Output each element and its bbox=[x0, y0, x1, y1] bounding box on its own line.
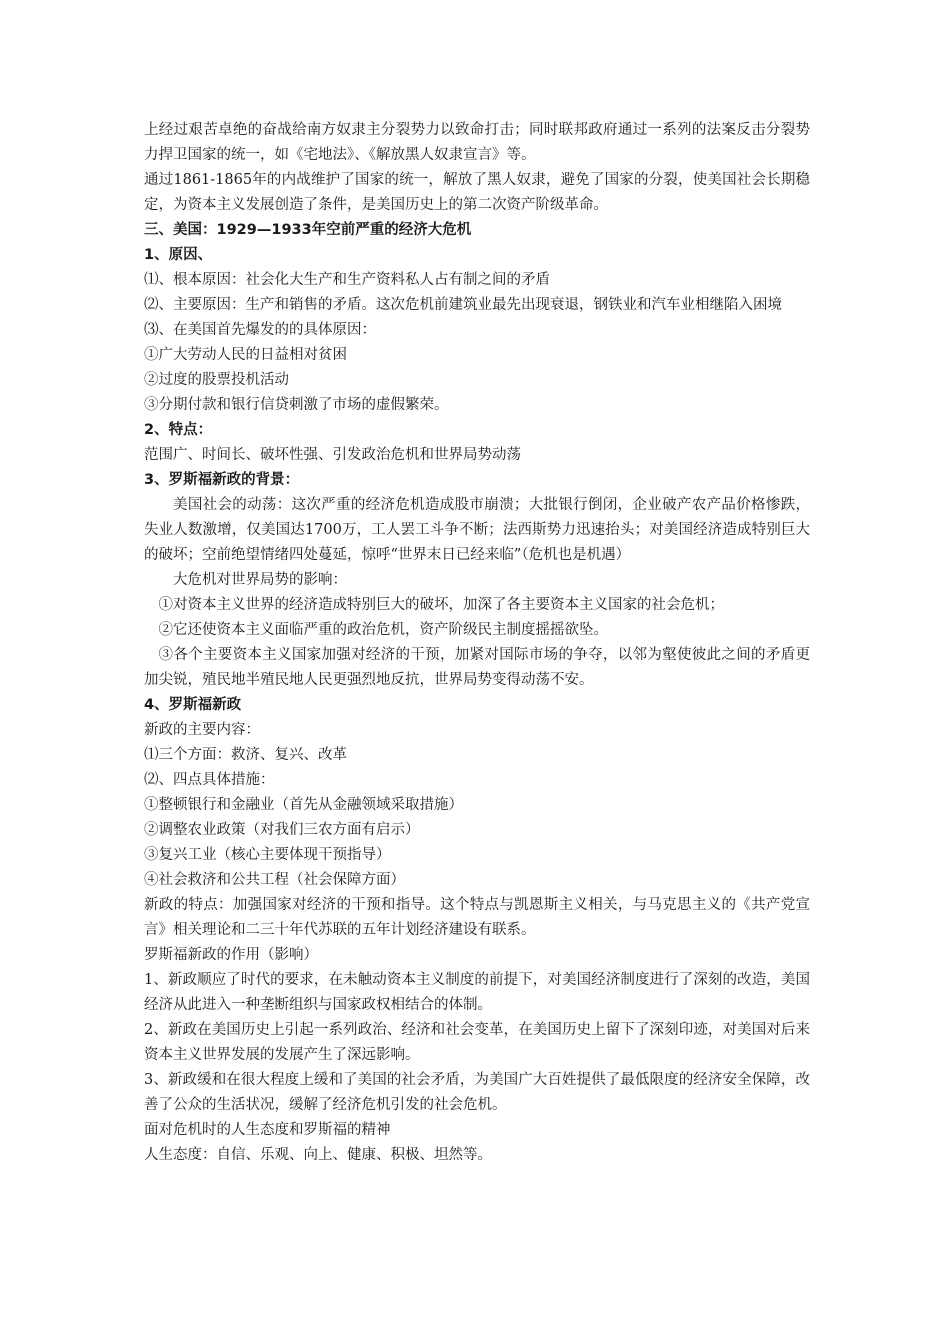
paragraph: ⑶、在美国首先爆发的的具体原因： bbox=[144, 322, 376, 338]
paragraph: 范围广、时间长、破坏性强、引发政治危机和世界局势动荡 bbox=[144, 447, 521, 463]
paragraph: 罗斯福新政的作用（影响） bbox=[144, 947, 318, 963]
list-item: ①广大劳动人民的日益相对贫困 bbox=[144, 347, 347, 363]
paragraph: 新政的主要内容： bbox=[144, 722, 260, 738]
section-heading: 三、美国：1929—1933年空前严重的经济大危机 bbox=[144, 222, 472, 238]
list-item: ②过度的股票投机活动 bbox=[144, 372, 289, 388]
paragraph: ⑵、主要原因：生产和销售的矛盾。这次危机前建筑业最先出现衰退，钢铁业和汽车业相继陷入困境 bbox=[144, 297, 782, 313]
list-item: ②调整农业政策（对我们三农方面有启示） bbox=[144, 822, 420, 838]
paragraph: 新政的特点：加强国家对经济的干预和指导。这个特点与凯恩斯主义相关，与马克思主义的《共产党宣言》相关理论和二三十年代苏联的五年计划经济建设有联系。 bbox=[144, 897, 810, 938]
list-item: ④社会救济和公共工程（社会保障方面） bbox=[144, 872, 405, 888]
document-body bbox=[144, 118, 810, 1168]
paragraph: 人生态度：自信、乐观、向上、健康、积极、坦然等。 bbox=[144, 1147, 492, 1163]
paragraph: 大危机对世界局势的影响： bbox=[173, 572, 347, 588]
list-item: ①对资本主义世界的经济造成特别巨大的破坏，加深了各主要资本主义国家的社会危机； bbox=[158, 597, 724, 613]
list-item: ③各个主要资本主义国家加强对经济的干预，加紧对国际市场的争夺，以邻为壑使彼此之间的矛盾更加尖锐，殖民地半殖民地人民更强烈地反抗，世界局势变得动荡不安。 bbox=[144, 647, 810, 688]
paragraph: 2、新政在美国历史上引起一系列政治、经济和社会变革，在美国历史上留下了深刻印迹，对美国对后来资本主义世界发展的发展产生了深远影响。 bbox=[144, 1022, 810, 1063]
subsection-heading: 4、罗斯福新政 bbox=[144, 697, 242, 713]
list-item: ③复兴工业（核心主要体现干预指导） bbox=[144, 847, 391, 863]
paragraph: 1、新政顺应了时代的要求，在未触动资本主义制度的前提下，对美国经济制度进行了深刻的改造，美国经济从此进入一种垄断组织与国家政权相结合的体制。 bbox=[144, 972, 810, 1013]
paragraph: 通过1861-1865年的内战维护了国家的统一，解放了黑人奴隶，避免了国家的分裂，使美国社会长期稳定，为资本主义发展创造了条件，是美国历史上的第二次资产阶级革命。 bbox=[144, 172, 810, 213]
paragraph: ⑴、根本原因：社会化大生产和生产资料私人占有制之间的矛盾 bbox=[144, 272, 550, 288]
paragraph: 美国社会的动荡：这次严重的经济危机造成股市崩溃；大批银行倒闭，企业破产农产品价格惨跌，失业人数激增，仅美国达1700万，工人罢工斗争不断；法西斯势力迅速抬头；对美国经济造成特别巨大的破坏；空前绝望情绪四处蔓延，惊呼“世界末日已经来临”（危机也是机遇） bbox=[144, 497, 810, 563]
subsection-heading: 1、原因、 bbox=[144, 247, 213, 263]
paragraph: 面对危机时的人生态度和罗斯福的精神 bbox=[144, 1122, 391, 1138]
subsection-heading: 3、罗斯福新政的背景： bbox=[144, 472, 300, 488]
paragraph: ⑵、四点具体措施： bbox=[144, 772, 275, 788]
list-item: ②它还使资本主义面临严重的政治危机，资产阶级民主制度摇摇欲坠。 bbox=[158, 622, 608, 638]
paragraph: 3、新政缓和在很大程度上缓和了美国的社会矛盾，为美国广大百姓提供了最低限度的经济安全保障，改善了公众的生活状况，缓解了经济危机引发的社会危机。 bbox=[144, 1072, 810, 1113]
subsection-heading: 2、特点： bbox=[144, 422, 213, 438]
list-item: ①整顿银行和金融业（首先从金融领域采取措施） bbox=[144, 797, 463, 813]
list-item: ③分期付款和银行信贷刺激了市场的虚假繁荣。 bbox=[144, 397, 449, 413]
paragraph: ⑴三个方面：救济、复兴、改革 bbox=[144, 747, 347, 763]
paragraph: 上经过艰苦卓绝的奋战给南方奴隶主分裂势力以致命打击；同时联邦政府通过一系列的法案反击分裂势力捍卫国家的统一，如《宅地法》、《解放黑人奴隶宣言》等。 bbox=[144, 122, 810, 163]
